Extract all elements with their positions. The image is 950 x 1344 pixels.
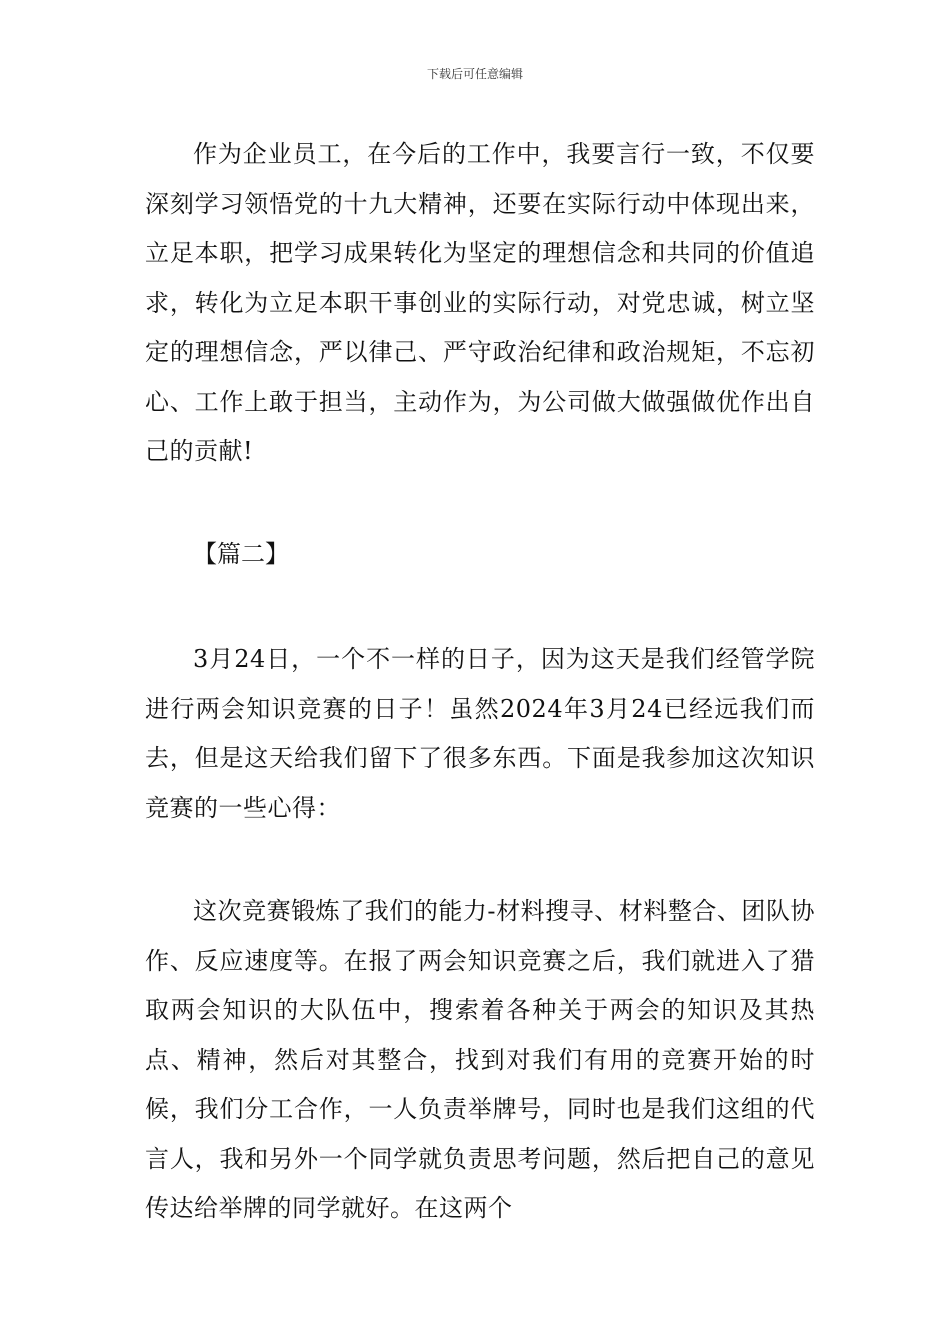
paragraph-contest-experience: 这次竞赛锻炼了我们的能力-材料搜寻、材料整合、团队协作、反应速度等。在报了两会知识竞赛之后，我们就进入了猎取两会知识的大队伍中，搜索着各种关于两会的知识及其热点、精神，然后对其整合，找到对我们有用的竞赛开始的时候，我们分工合作，一人负责举牌号，同时也是我们这组的代言人，我和另外一个同学就负责思考问题，然后把自己的意见传达给举牌的同学就好。在这两个 <box>145 897 815 1222</box>
paragraph-spacer <box>145 477 815 530</box>
section-heading: 【篇二】 <box>193 539 289 568</box>
page-header-note: 下载后可任意编辑 <box>426 67 523 81</box>
document-body <box>145 130 815 1234</box>
paragraph-contest-intro: 3月24日，一个不一样的日子，因为这天是我们经管学院进行两会知识竞赛的日子！虽然2024年3月24已经远我们而去，但是这天给我们留下了很多东西。下面是我参加这次知识竞赛的一些心得： <box>145 645 815 822</box>
paragraph-spacer <box>145 833 815 887</box>
paragraph-duty: 作为企业员工，在今后的工作中，我要言行一致，不仅要深刻学习领悟党的十九大精神，还要在实际行动中体现出来，立足本职，把学习成果转化为坚定的理想信念和共同的价值追求，转化为立足本职干事创业的实际行动，对党忠诚，树立坚定的理想信念，严以律己、严守政治纪律和政治规矩，不忘初心、工作上敢于担当，主动作为，为公司做大做强做优作出自己的贡献! <box>145 140 815 465</box>
paragraph-spacer <box>145 579 815 635</box>
